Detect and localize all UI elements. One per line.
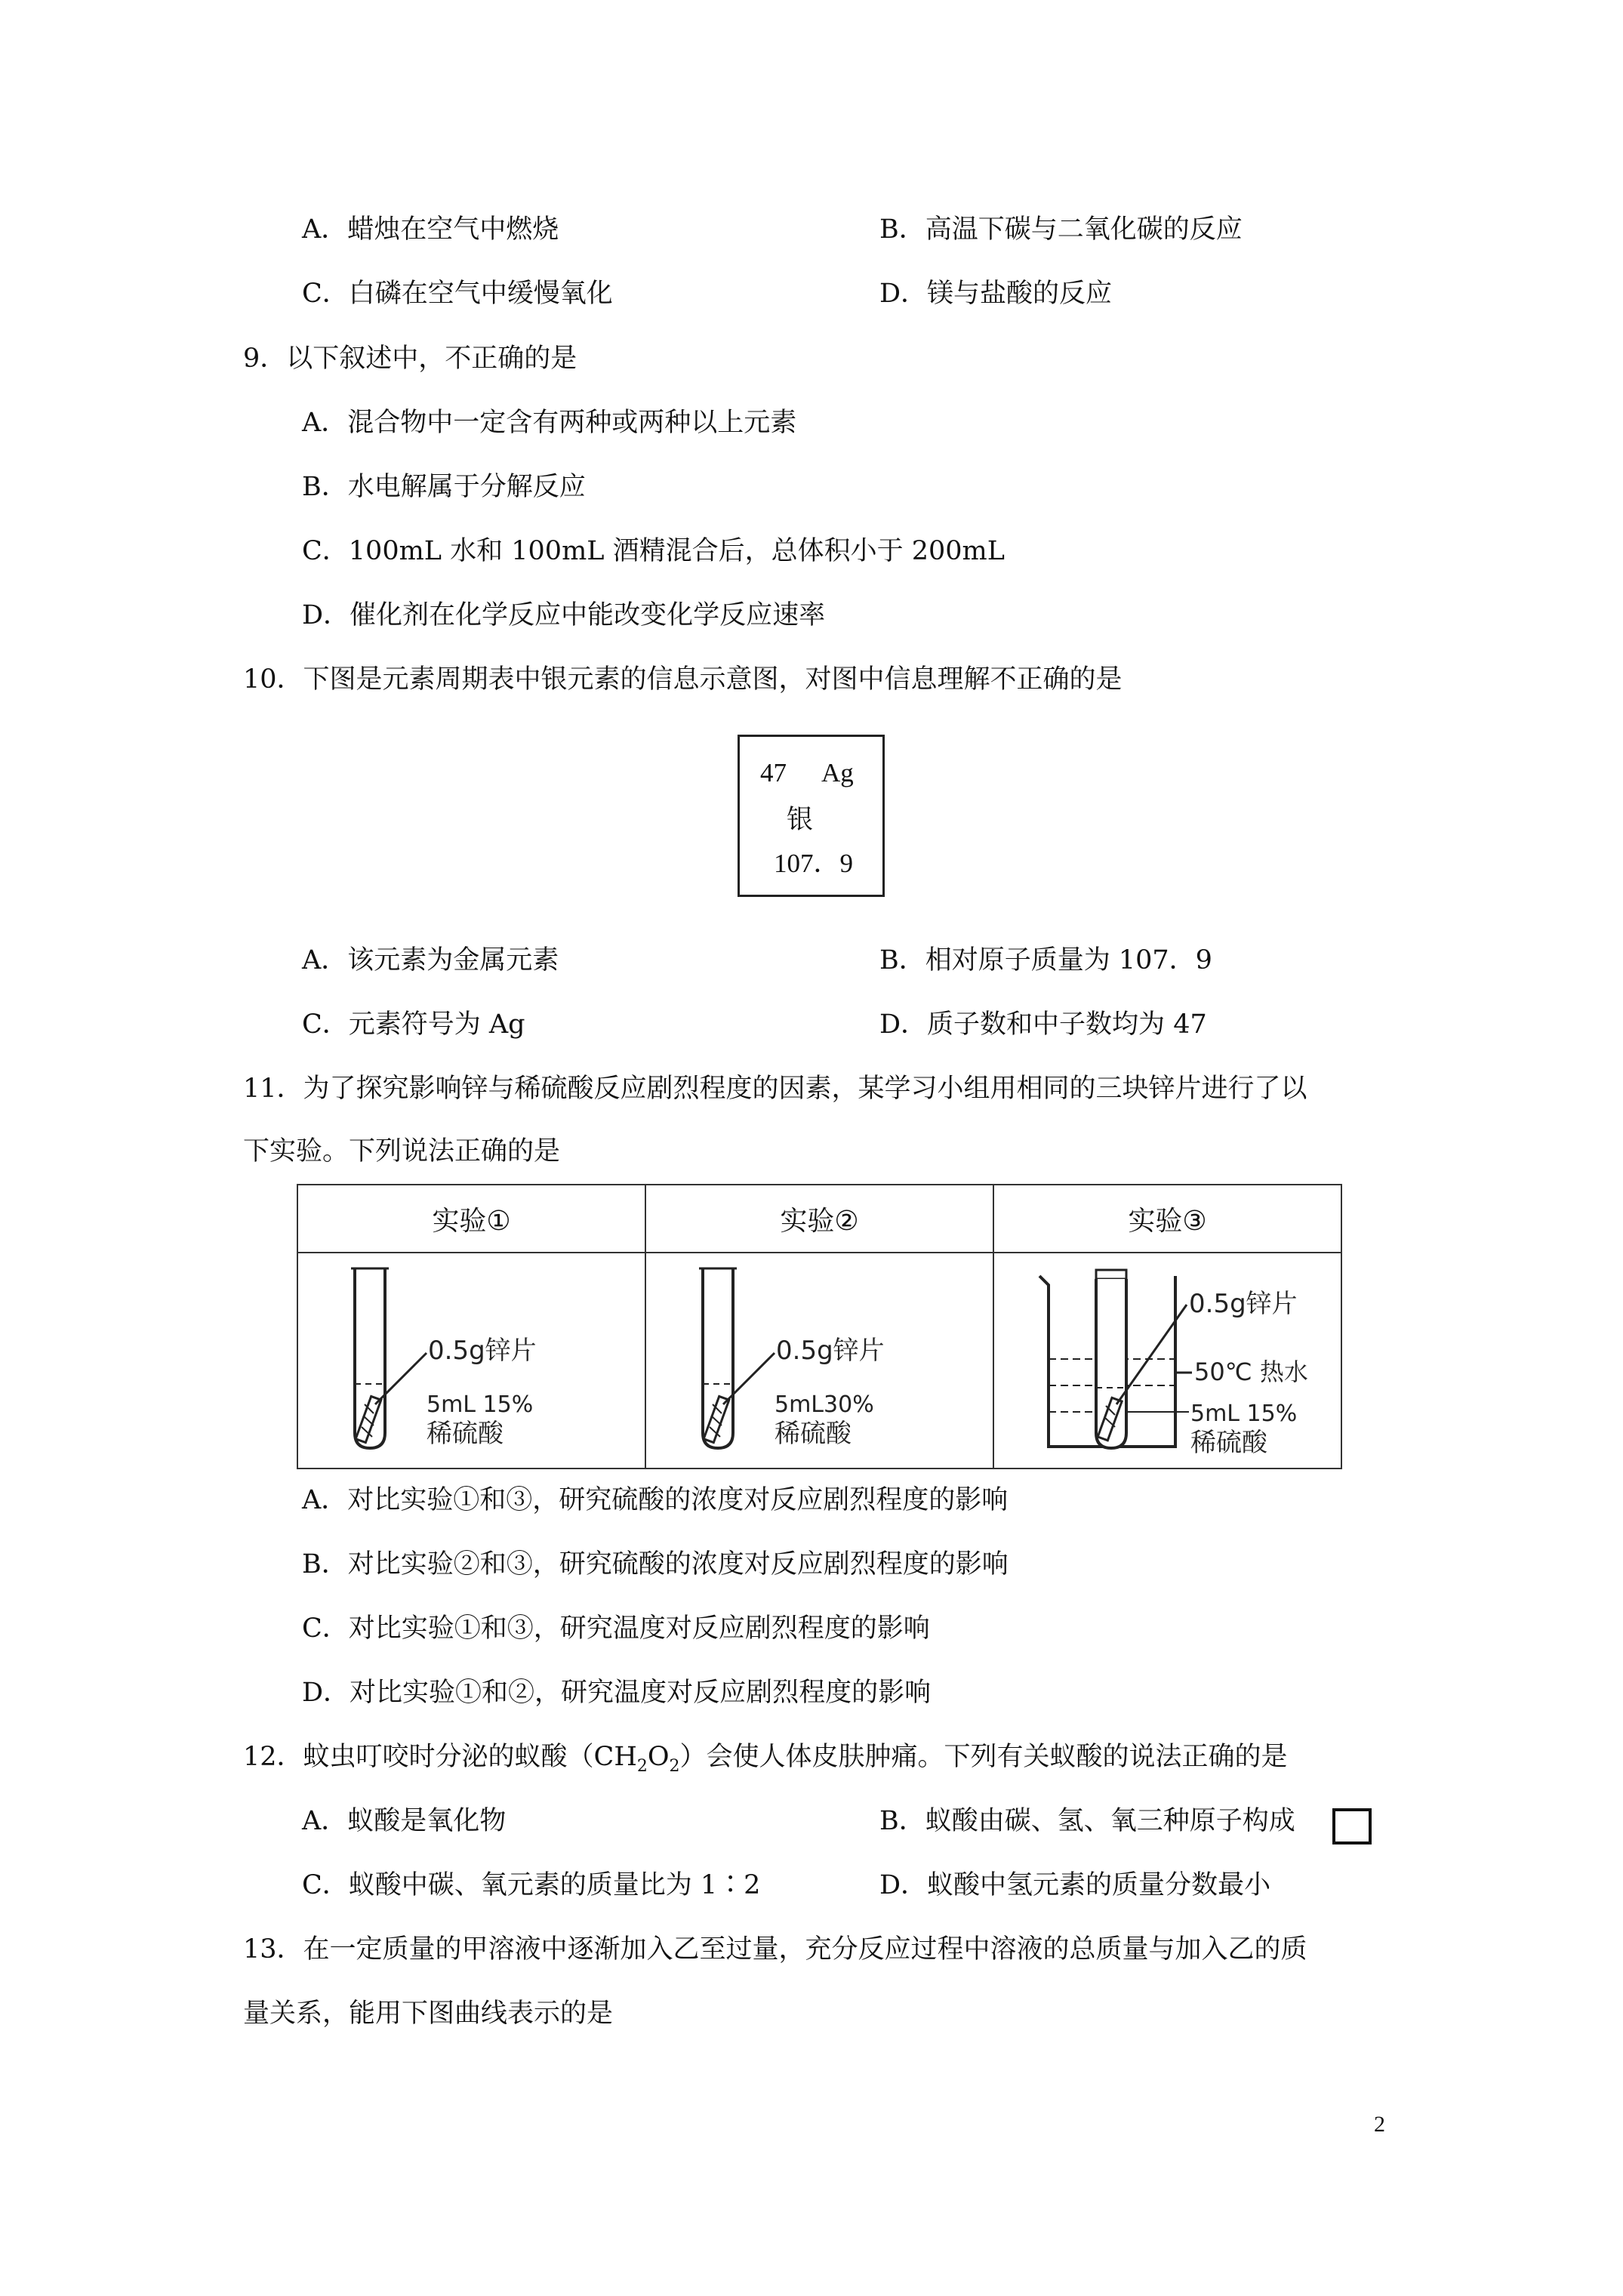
q11-option-c: C．对比实验①和③，研究温度对反应剧烈程度的影响 — [302, 1613, 930, 1644]
element-name: 银 — [787, 805, 814, 835]
exp3-acid-amount-label: 5mL 15% — [1190, 1401, 1298, 1427]
q11-option-d: D．对比实验①和②，研究温度对反应剧烈程度的影响 — [302, 1678, 932, 1708]
element-atomic-number: 47 — [760, 758, 787, 787]
exp1-acid-name-label: 稀硫酸 — [427, 1419, 504, 1449]
q10-stem: 10．下图是元素周期表中银元素的信息示意图，对图中信息理解不正确的是 — [243, 664, 1123, 695]
exp1-acid-amount-label: 5mL 15% — [427, 1391, 534, 1418]
beaker-diagram-3 — [994, 1253, 1343, 1468]
experiment-3-header: 实验③ — [993, 1185, 1341, 1253]
experiment-2-figure-cell — [645, 1253, 993, 1469]
element-card-silver — [738, 735, 885, 897]
q11-option-b: B．对比实验②和③，研究硫酸的浓度对反应剧烈程度的影响 — [302, 1549, 1009, 1579]
q8-option-d: D．镁与盐酸的反应 — [879, 279, 1113, 309]
exp3-acid-name-label: 稀硫酸 — [1190, 1428, 1267, 1458]
exp3-zinc-label: 0.5g锌片 — [1189, 1289, 1298, 1319]
experiment-3-figure-cell — [993, 1253, 1341, 1469]
q9-option-b: B．水电解属于分解反应 — [302, 472, 586, 502]
q10-option-a: A．该元素为金属元素 — [302, 945, 559, 975]
q10-option-d: D．质子数和中子数均为 47 — [879, 1009, 1207, 1040]
page-number: 2 — [1374, 2112, 1385, 2137]
q10-option-c: C．元素符号为 Ag — [302, 1009, 525, 1040]
q9-option-a: A．混合物中一定含有两种或两种以上元素 — [302, 408, 797, 438]
q10-option-b: B．相对原子质量为 107．9 — [879, 945, 1212, 975]
q8-option-c: C．白磷在空气中缓慢氧化 — [302, 279, 613, 309]
q12-option-b: B．蚁酸由碳、氢、氧三种原子构成 — [879, 1806, 1295, 1836]
q12-option-a: A．蚁酸是氧化物 — [302, 1806, 507, 1836]
experiment-1-header: 实验① — [297, 1185, 645, 1253]
exp1-zinc-label: 0.5g锌片 — [428, 1336, 537, 1366]
exp2-acid-amount-label: 5mL30% — [775, 1391, 874, 1418]
exp3-water-label: 50℃ 热水 — [1194, 1358, 1308, 1386]
q12-option-d: D．蚁酸中氢元素的质量分数最小 — [879, 1870, 1271, 1900]
q8-option-a: A．蜡烛在空气中燃烧 — [302, 214, 559, 245]
q11-stem-line1: 11．为了探究影响锌与稀硫酸反应剧烈程度的因素，某学习小组用相同的三块锌片进行了以 — [243, 1074, 1307, 1104]
q13-stem-line1: 13．在一定质量的甲溶液中逐渐加入乙至过量，充分反应过程中溶液的总质量与加入乙的质 — [243, 1934, 1307, 1965]
answer-box — [1332, 1808, 1372, 1845]
q8-option-b: B．高温下碳与二氧化碳的反应 — [879, 214, 1243, 245]
element-symbol: Ag — [821, 758, 854, 787]
test-tube-diagram-2 — [646, 1253, 995, 1468]
test-tube-diagram-1 — [298, 1253, 646, 1468]
exp2-acid-name-label: 稀硫酸 — [775, 1419, 852, 1449]
q12-option-c: C．蚁酸中碳、氧元素的质量比为 1∶2 — [302, 1870, 761, 1900]
q12-stem: 12．蚊虫叮咬时分泌的蚁酸$(CH_2O_2)$会使人体皮肤肿痛。下列有关蚁酸的说法正确的是 — [243, 1742, 1288, 1776]
element-atomic-mass: 107．9 — [774, 849, 854, 878]
experiment-2-header: 实验② — [645, 1185, 993, 1253]
q11-option-a: A．对比实验①和③，研究硫酸的浓度对反应剧烈程度的影响 — [302, 1485, 1009, 1515]
q11-stem-line2: 下实验。下列说法正确的是 — [243, 1136, 561, 1166]
q9-option-d: D．催化剂在化学反应中能改变化学反应速率 — [302, 600, 826, 630]
experiment-table — [297, 1184, 1342, 1469]
q13-stem-line2: 量关系，能用下图曲线表示的是 — [243, 1999, 614, 2029]
experiment-1-figure-cell — [297, 1253, 645, 1469]
exp2-zinc-label: 0.5g锌片 — [776, 1336, 885, 1366]
q9-option-c: C．100mL 水和 100mL 酒精混合后，总体积小于 200mL — [302, 536, 1005, 566]
q9-stem: 9．以下叙述中，不正确的是 — [243, 344, 577, 374]
